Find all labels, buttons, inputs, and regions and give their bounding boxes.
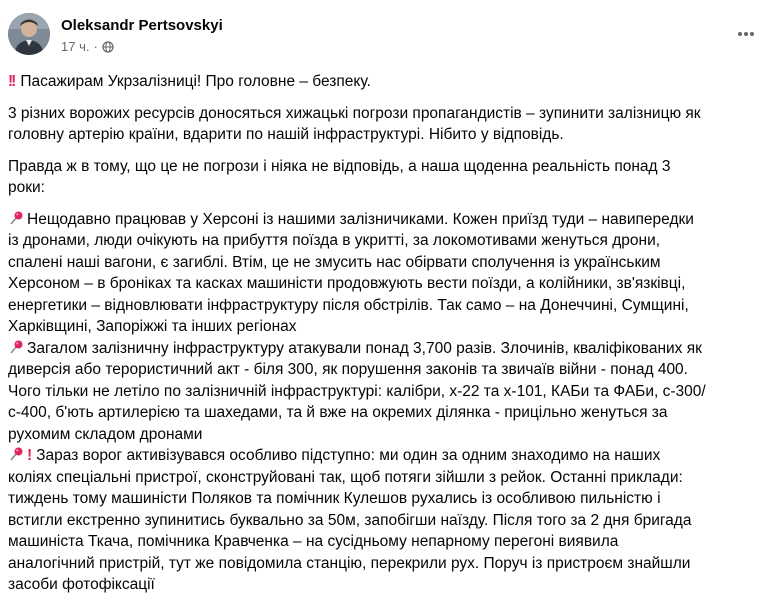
text-line: тиждень тому машиністи Поляков та помічник Кулешов рухались із особливою пильністю і [8, 490, 661, 507]
text-line: Зараз ворог активізувався особливо підступно: ми один за одним знаходимо на наших [36, 447, 661, 464]
text-line: Загалом залізничну інфраструктуру атакували понад 3,700 разів. Злочинів, кваліфікованих як [27, 339, 702, 357]
text-line: роки: [8, 179, 45, 196]
text-line: встигли екстренно зупинитись буквально за 50м, запобігши наїзду. Після того за 2 дня бригада [8, 511, 692, 529]
text-line: рухомим складом дронами [8, 425, 203, 443]
text-line: Харківщині, Запоріжжі та інших регіонах [8, 318, 297, 335]
more-options-button[interactable] [732, 24, 760, 44]
exclamation-icon: ! [27, 447, 33, 464]
post-header [0, 0, 770, 64]
avatar-photo-icon [8, 13, 50, 55]
text-line: с-400, б'ють артилерією та шахедами, та й вже на окремих ділянка - прицільно женуться за [8, 404, 668, 421]
bullet-paragraph-2 [8, 338, 764, 446]
text-line: спалені наші вагони, є загиблі. Втім, це не змусить нас обірвати сполучення із українським [8, 253, 661, 271]
text-line: 3 різних ворожих ресурсів доносяться хижацькі погрози пропагандистів – зупинити залізницю як [8, 104, 701, 122]
ellipsis-icon [737, 31, 755, 37]
text-line: Нещодавно працював у Херсоні із нашими залізничиками. Кожен приїзд туди – навипередки [27, 210, 694, 228]
text-line: аналогічний пристрій, тут же повідомила станцію, перекрили рух. Поруч із пристроєм знайшли [8, 554, 691, 572]
text-line: із дронами, люди очікують на прибуття поїзда в укритті, за локомотивами женуться дрони, [8, 232, 661, 249]
double-exclamation-icon: !! [8, 73, 15, 90]
text-line: Чого тільки не летіло по залізничній інфраструктурі: калібри, х-22 та х-101, КАБи та ФАБи, с-300/ [8, 382, 706, 400]
paragraph-2 [8, 156, 764, 199]
text-line: засоби фотофіксації [8, 576, 155, 593]
post-body [8, 64, 764, 596]
text-line: головну артерію країни, вдарити по нашій інфраструктурі. Нібито у відповідь. [8, 126, 564, 143]
post-title-paragraph [8, 71, 764, 93]
text-line: коліях спеціальні пристрої, сконструйовані так, щоб потяги зійшли з рейок. Останні приклади: [8, 468, 683, 486]
globe-icon[interactable] [102, 41, 114, 53]
post-time[interactable]: 17 ч. [61, 39, 90, 54]
pushpin-icon [8, 339, 24, 355]
bullet-paragraph-3 [8, 445, 764, 596]
text-line: енергетики – відновлювати інфраструктуру після обстрілів. Так само – на Донеччині, Сумщині, [8, 296, 689, 314]
text-line: диверсія або терористичний акт - біля 300, як порушення законів та звичаїв війни - понад 400. [8, 361, 688, 378]
pushpin-icon [8, 210, 24, 226]
bullet-paragraph-1 [8, 209, 764, 338]
paragraph-1 [8, 103, 764, 146]
post-meta [61, 38, 114, 56]
text-line: машиніста Ткача, помічника Кравченка – на сусідньому непарному перегоні виявила [8, 533, 619, 550]
text-line: Херсоном – в броніках та касках машиністи продовжують вести поїзди, а колійники, зв'язківці, [8, 275, 686, 292]
post-title-line: Пасажирам Укрзалізниці! Про головне – безпеку. [20, 73, 371, 90]
author-name[interactable]: Oleksandr Pertsovskyi [61, 17, 223, 34]
pushpin-icon [8, 446, 24, 462]
meta-separator: · [93, 39, 98, 54]
avatar[interactable] [8, 13, 50, 55]
text-line: Правда ж в тому, що це не погрози і ніяка не відповідь, а наша щоденна реальність понад 3 [8, 157, 671, 175]
